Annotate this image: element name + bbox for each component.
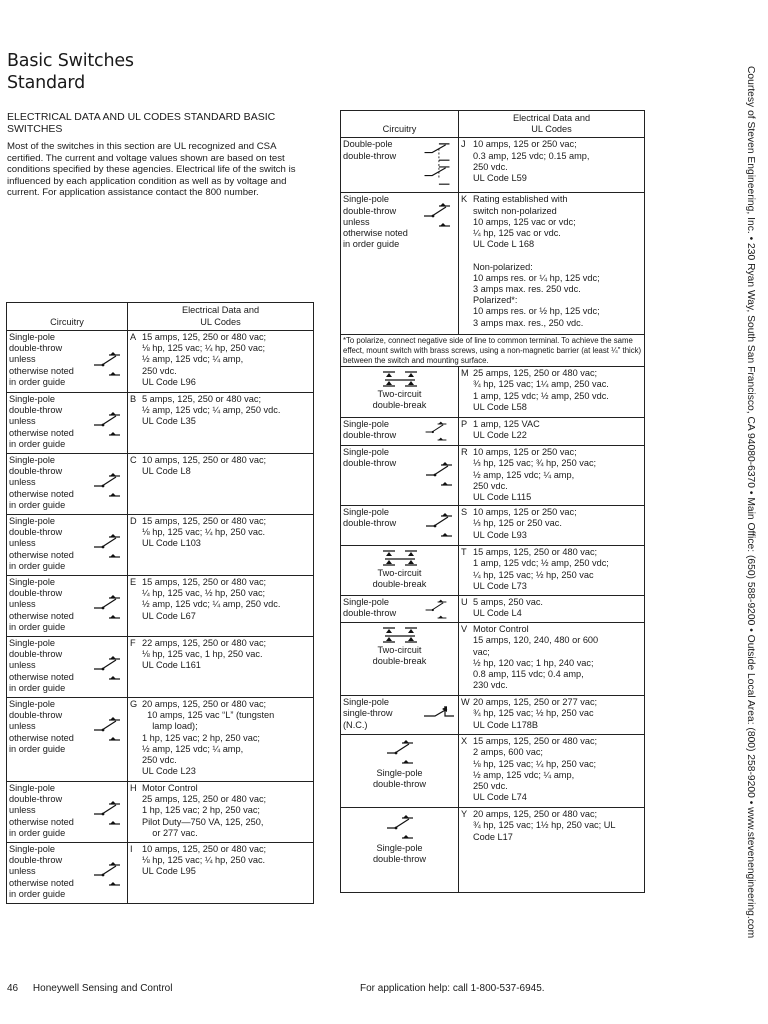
circuit-cell	[341, 367, 459, 418]
circuit-cell	[341, 623, 459, 696]
rating-text: Motor Control 25 amps, 125, 250 or 480 vac; 1 hp, 125 vac; 2 hp, 250 vac; Pilot Duty—750 VA, 125, 250, or 277 vac.	[142, 783, 267, 838]
rating-text: 5 amps, 125, 250 or 480 vac; ½ amp, 125 vdc; ¼ amp, 250 vdc. UL Code L35	[142, 394, 281, 427]
circuit-label: Single-pole double-throw unless otherwise noted in order guide	[9, 455, 74, 510]
code-letter: B	[130, 394, 137, 404]
spdt-switch-icon	[423, 420, 449, 444]
circuit-label: Single-pole double-throw	[343, 447, 397, 469]
circuit-label: Single-pole double-throw unless otherwise noted in order guide	[9, 516, 74, 571]
code-letter: J	[461, 139, 466, 150]
rating-text: Motor Control 15 amps, 120, 240, 480 or 600 vac; ½ hp, 120 vac; 1 hp, 240 vac; 0.8 amp, 115 vdc; 0.4 amp, 230 vdc.	[473, 624, 599, 691]
code-letter: K	[461, 194, 468, 205]
electrical-cell	[128, 576, 314, 637]
electrical-cell	[459, 506, 645, 546]
header-electrical: Electrical Data and UL Codes	[459, 111, 645, 138]
spdt-switch-icon	[91, 654, 123, 684]
table-row	[341, 696, 645, 735]
table-row	[341, 418, 645, 446]
electrical-cell	[459, 546, 645, 596]
table-row	[341, 596, 645, 623]
polarize-note: *To polarize, connect negative side of line to common terminal. To achieve the same effect, mount switch with brass screws, using a non-magnetic barrier (at least ¼" thick) between the switch and mounting surface.	[341, 335, 645, 367]
spdt-switch-icon	[421, 201, 453, 231]
rating-text: 15 amps, 125, 250 or 480 vac; 1 amp, 125 vdc; ½ amp, 250 vdc; ¼ hp, 125 vac; ½ hp, 250 vac UL Code L73	[473, 547, 609, 591]
electrical-cell	[459, 446, 645, 506]
code-letter: S	[461, 507, 468, 518]
rating-text: 10 amps, 125 or 250 vac; ⅓ hp, 125 or 250 vac. UL Code L93	[473, 507, 577, 540]
spdt-switch-icon	[423, 598, 449, 622]
circuit-label: Single-pole double-throw	[343, 419, 397, 441]
circuit-cell	[341, 696, 459, 735]
section-heading: ELECTRICAL DATA AND UL CODES STANDARD BASIC SWITCHES	[7, 111, 276, 135]
page-title-line-1: Basic Switches	[7, 51, 134, 71]
electrical-cell	[128, 393, 314, 454]
circuit-cell	[7, 515, 128, 576]
rating-text: 1 amp, 125 VAC UL Code L22	[473, 419, 540, 441]
circuit-cell	[341, 506, 459, 546]
rating-text: 20 amps, 125, 250 or 480 vac; ¾ hp, 125 vac; 1½ hp, 250 vac; UL Code L17	[473, 809, 616, 842]
spdt-switch-icon	[384, 813, 416, 843]
electrical-cell	[128, 331, 314, 393]
electrical-cell	[459, 735, 645, 808]
electrical-cell	[459, 418, 645, 446]
table-row	[341, 193, 645, 335]
circuit-label: Single-pole double-throw	[343, 597, 397, 619]
code-letter: H	[130, 783, 137, 793]
code-letter: T	[461, 547, 467, 558]
intro-paragraph: Most of the switches in this section are UL recognized and CSA certified. The current and voltage values shown are based on test conditions specified by these agencies. Electrical life of the switch is influenced by each application condition as well as by voltage and current. For application assistance contact the 800 number.	[7, 141, 296, 198]
circuit-label: Single-pole double-throw unless otherwise noted in order guide	[9, 638, 74, 693]
two-circuit-switch-icon	[379, 625, 421, 645]
circuit-label: Single-pole double-throw unless otherwise noted in order guide	[9, 394, 74, 449]
circuit-cell	[7, 782, 128, 843]
page-title-line-2: Standard	[7, 73, 86, 93]
spst-switch-icon	[421, 700, 457, 720]
table-row	[341, 367, 645, 418]
electrical-cell	[459, 596, 645, 623]
circuit-label: Single-pole double-throw unless otherwise noted in order guide	[343, 194, 408, 250]
rating-text: 10 amps, 125, 250 or 480 vac; UL Code L8	[142, 455, 267, 477]
table-row	[341, 138, 645, 193]
circuit-cell	[7, 393, 128, 454]
spdt-switch-icon	[91, 350, 123, 380]
electrical-cell	[459, 696, 645, 735]
rating-text: Rating established with switch non-polarized 10 amps, 125 vac or vdc; ¼ hp, 125 vac or vdc. UL Code L 168 Non-polarized: 10 amps res. or ¼ hp, 125 vdc; 3 amps max. res. 250 vdc. Polarized*: 10 amps res. or ½ hp, 125 vdc; 3 amps max. res., 250 vdc.	[473, 194, 600, 328]
circuit-label: Single-pole double-throw	[343, 507, 397, 529]
table-row	[7, 331, 314, 393]
circuit-cell	[7, 331, 128, 393]
circuit-label: Single-pole double-throw unless otherwise noted in order guide	[9, 577, 74, 632]
spdt-switch-icon	[91, 532, 123, 562]
table-row	[341, 735, 645, 808]
table-row	[341, 808, 645, 893]
rating-text: 20 amps, 125, 250 or 480 vac; 10 amps, 125 vac “L” (tungsten lamp load); 1 hp, 125 vac; 2 hp, 250 vac; ½ amp, 125 vdc; ¼ amp, 250 vdc. UL Code L23	[142, 699, 275, 777]
circuit-cell	[341, 808, 459, 893]
code-letter: M	[461, 368, 469, 379]
circuit-label: Two-circuit double-break	[372, 389, 427, 411]
rating-text: 15 amps, 125, 250 or 480 vac; 2 amps, 600 vac; ⅛ hp, 125 vac; ¼ hp, 250 vac; ½ amp, 125 vdc; ¼ amp, 250 vdc. UL Code L74	[473, 736, 598, 803]
table-row	[7, 454, 314, 515]
rating-text: 5 amps, 250 vac. UL Code L4	[473, 597, 543, 619]
footer-brand: Honeywell Sensing and Control	[32, 983, 173, 994]
circuit-label: Single-pole double-throw	[372, 768, 427, 790]
rating-text: 25 amps, 125, 250 or 480 vac; ¾ hp, 125 vac; 1¼ amp, 250 vac. 1 amp, 125 vdc; ½ amp, 250 vdc. UL Code L58	[473, 368, 609, 412]
rating-text: 15 amps, 125, 250 or 480 vac; ⅛ hp, 125 vac; ¼ hp, 250 vac; ½ amp, 125 vdc; ¼ amp, 250 vdc. UL Code L96	[142, 332, 267, 387]
rating-text: 20 amps, 125, 250 or 277 vac; ¾ hp, 125 vac; ½ hp, 250 vac UL Code L178B	[473, 697, 598, 730]
circuit-cell	[7, 637, 128, 698]
circuit-label: Two-circuit double-break	[372, 568, 427, 590]
table-row	[341, 506, 645, 546]
electrical-cell	[128, 515, 314, 576]
circuit-label: Single-pole double-throw	[372, 843, 427, 865]
page-title	[7, 50, 134, 94]
electrical-cell	[128, 843, 314, 904]
table-row	[341, 335, 645, 367]
code-letter: A	[130, 332, 137, 342]
code-letter: X	[461, 736, 468, 747]
electrical-cell	[128, 782, 314, 843]
header-electrical: Electrical Data and UL Codes	[128, 303, 314, 331]
code-letter: W	[461, 697, 470, 708]
footer-left	[7, 983, 172, 994]
electrical-cell	[459, 367, 645, 418]
spdt-switch-icon	[423, 460, 455, 490]
circuit-cell	[7, 576, 128, 637]
circuit-cell	[7, 843, 128, 904]
electrical-cell	[459, 193, 645, 335]
spdt-switch-icon	[91, 410, 123, 440]
electrical-cell	[459, 808, 645, 893]
spdt-switch-icon	[91, 593, 123, 623]
circuit-cell	[7, 454, 128, 515]
table-row	[7, 843, 314, 904]
table-row	[7, 515, 314, 576]
header-circuitry: Circuitry	[7, 303, 128, 331]
circuit-label: Single-pole double-throw unless otherwise noted in order guide	[9, 844, 74, 899]
table-row	[341, 623, 645, 696]
left-spec-table	[6, 302, 314, 904]
code-letter: F	[130, 638, 136, 648]
code-letter: D	[130, 516, 137, 526]
spdt-switch-icon	[91, 799, 123, 829]
spdt-switch-icon	[423, 511, 455, 541]
circuit-cell	[341, 735, 459, 808]
rating-text: 15 amps, 125, 250 or 480 vac; ¼ hp, 125 vac, ½ hp, 250 vac; ½ amp, 125 vdc; ¼ amp, 250 vdc. UL Code L67	[142, 577, 281, 621]
table-row	[341, 446, 645, 506]
footer-help: For application help: call 1-800-537-6945.	[360, 983, 545, 994]
spdt-switch-icon	[91, 715, 123, 745]
circuit-label: Two-circuit double-break	[372, 645, 427, 667]
right-spec-table	[340, 110, 645, 893]
spdt-switch-icon	[91, 860, 123, 890]
spdt-switch-icon	[91, 471, 123, 501]
circuit-label: Single-pole double-throw unless otherwise noted in order guide	[9, 332, 74, 387]
rating-text: 22 amps, 125, 250 or 480 vac; ⅛ hp, 125 vac, 1 hp, 250 vac. UL Code L161	[142, 638, 267, 671]
header-circuitry: Circuitry	[341, 111, 459, 138]
table-row	[7, 637, 314, 698]
table-row	[7, 698, 314, 782]
table-row	[7, 576, 314, 637]
rating-text: 10 amps, 125 or 250 vac; ⅓ hp, 125 vac; ¾ hp, 250 vac; ½ amp, 125 vdc; ¼ amp, 250 vdc. UL Code L115	[473, 447, 597, 502]
code-letter: I	[130, 844, 133, 854]
electrical-cell	[128, 454, 314, 515]
code-letter: V	[461, 624, 468, 635]
electrical-cell	[128, 698, 314, 782]
rating-text: 15 amps, 125, 250 or 480 vac; ⅛ hp, 125 vac; ¼ hp, 250 vac. UL Code L103	[142, 516, 267, 549]
code-letter: U	[461, 597, 468, 608]
electrical-cell	[459, 623, 645, 696]
circuit-cell	[7, 698, 128, 782]
spdt-switch-icon	[384, 738, 416, 768]
electrical-cell	[459, 138, 645, 193]
rating-text: 10 amps, 125, 250 or 480 vac; ⅛ hp, 125 vac; ¼ hp, 250 vac. UL Code L95	[142, 844, 267, 877]
table-row	[7, 393, 314, 454]
code-letter: G	[130, 699, 138, 709]
circuit-cell	[341, 418, 459, 446]
code-letter: C	[130, 455, 137, 465]
circuit-label: Single-pole single-throw (N.C.)	[343, 697, 393, 730]
circuit-cell	[341, 446, 459, 506]
circuit-cell	[341, 546, 459, 596]
circuit-cell	[341, 138, 459, 193]
code-letter: E	[130, 577, 137, 587]
table-row	[7, 782, 314, 843]
page-number: 46	[7, 983, 19, 994]
distributor-sidebar: Courtesy of Steven Engineering, Inc. • 230 Ryan Way, South San Francisco, CA 94080-6370 • Main Office: (650) 588-9200 • Outside Local Area: (800) 258-9200 • www.stevenengineering.com	[745, 66, 756, 939]
two-circuit-switch-icon	[379, 369, 421, 389]
code-letter: P	[461, 419, 468, 430]
code-letter: R	[461, 447, 468, 458]
dpdt-switch-icon	[421, 141, 453, 189]
circuit-cell	[341, 193, 459, 335]
two-circuit-switch-icon	[379, 548, 421, 568]
circuit-label: Single-pole double-throw unless otherwise noted in order guide	[9, 699, 74, 754]
electrical-cell	[128, 637, 314, 698]
circuit-label: Double-pole double-throw	[343, 139, 397, 161]
circuit-label: Single-pole double-throw unless otherwise noted in order guide	[9, 783, 74, 838]
circuit-cell	[341, 596, 459, 623]
rating-text: 10 amps, 125 or 250 vac; 0.3 amp, 125 vdc; 0.15 amp, 250 vdc. UL Code L59	[473, 139, 590, 184]
code-letter: Y	[461, 809, 468, 820]
table-row	[341, 546, 645, 596]
